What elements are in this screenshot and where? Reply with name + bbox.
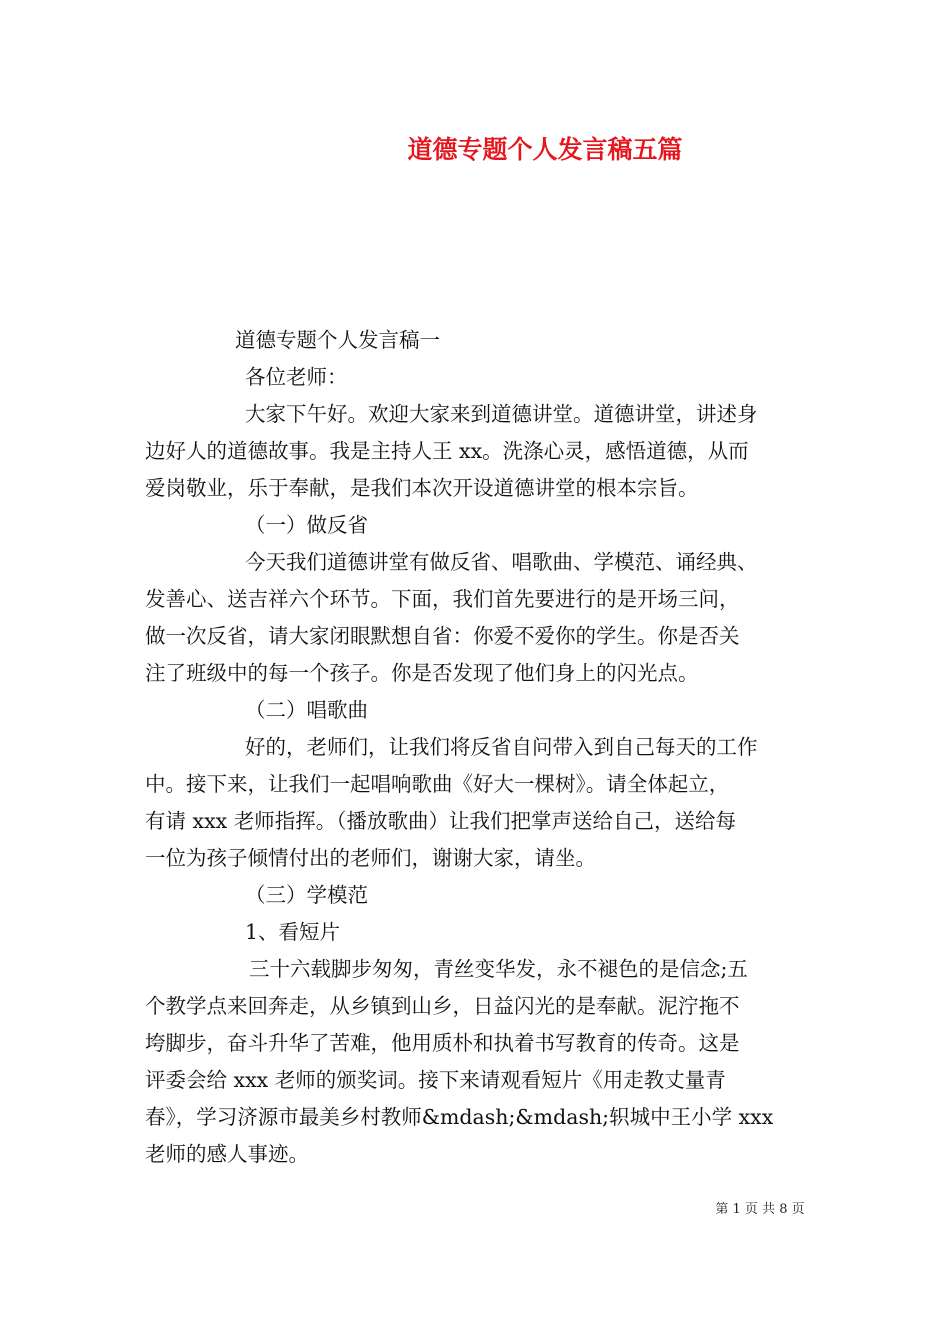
paragraph-line: 个教学点来回奔走，从乡镇到山乡，日益闪光的是奉献。泥泞拖不 [145,994,740,1018]
speech-subtitle: 道德专题个人发言稿一 [235,328,440,352]
document-title: 道德专题个人发言稿五篇 [407,135,683,164]
document-body [145,322,807,1173]
paragraph-line: 做一次反省，请大家闭眼默想自省：你爱不爱你的学生。你是否关 [145,624,740,648]
paragraph-line: 春》，学习济源市最美乡村教师&mdash;&mdash;轵城中王小学 xxx [145,1105,774,1129]
section-heading-reflect: （一）做反省 [245,513,368,537]
paragraph-line: 垮脚步，奋斗升华了苦难，他用质朴和执着书写教育的传奇。这是 [145,1031,740,1055]
paragraph-model [145,951,807,1173]
paragraph-line: 大家下午好。欢迎大家来到道德讲堂。道德讲堂，讲述身 [245,402,758,426]
paragraph-line: 好的，老师们，让我们将反省自问带入到自己每天的工作 [245,735,758,759]
paragraph-line: 边好人的道德故事。我是主持人王 xx。洗涤心灵，感悟道德，从而 [145,439,749,463]
paragraph-line: 今天我们道德讲堂有做反省、唱歌曲、学模范、诵经典、 [245,550,758,574]
paragraph-line: 爱岗敬业，乐于奉献，是我们本次开设道德讲堂的根本宗旨。 [145,476,699,500]
section-heading-sing: （二）唱歌曲 [245,698,368,722]
paragraph-line: 中。接下来，让我们一起唱响歌曲《好大一棵树》。请全体起立， [145,772,730,796]
paragraph-line: 一位为孩子倾情付出的老师们，谢谢大家，请坐。 [145,846,596,870]
paragraph-line: 老师的感人事迹。 [145,1142,309,1166]
paragraph-sing [145,729,807,877]
paragraph-line: 评委会给 xxx 老师的颁奖词。接下来请观看短片《用走教丈量青 [145,1068,726,1092]
page-number-footer: 第 1 页 共 8 页 [715,1202,805,1217]
section-heading-model: （三）学模范 [245,883,368,907]
paragraph-line: 注了班级中的每一个孩子。你是否发现了他们身上的闪光点。 [145,661,699,685]
paragraph-intro [145,396,807,507]
paragraph-line: 有请 xxx 老师指挥。（播放歌曲）让我们把掌声送给自己，送给每 [145,809,736,833]
paragraph-line: 三十六载脚步匆匆，青丝变华发，永不褪色的是信念;五 [249,957,748,981]
paragraph-reflect [145,544,807,692]
paragraph-line: 发善心、送吉祥六个环节。下面，我们首先要进行的是开场三问， [145,587,740,611]
greeting: 各位老师： [245,365,348,389]
item-heading-watch-video: 1、看短片 [245,920,341,944]
